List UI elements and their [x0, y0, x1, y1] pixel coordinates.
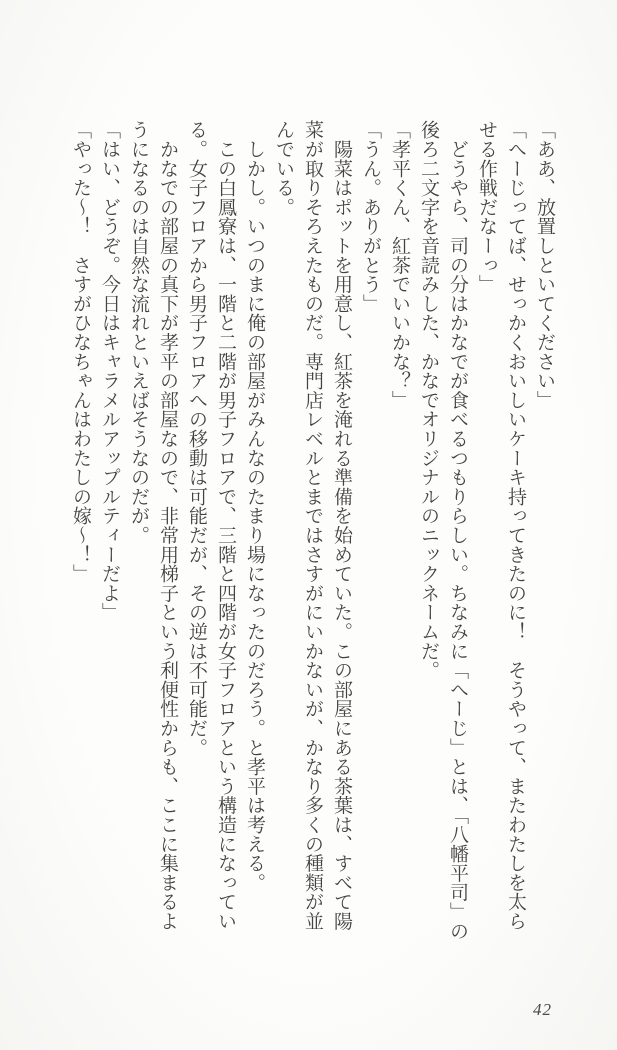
text-line: この白鳳寮は、一階と二階が男子フロアで、三階と四階が女子フロアという構造になってい	[215, 120, 236, 931]
text-line: 後ろ二文字を音読みした、かなでオリジナルのニックネームだ。	[418, 120, 439, 680]
text-line: 「やった〜！ さすがひなちゃんはわたしの嫁〜！」	[70, 120, 91, 584]
text-line: どうやら、司の分はかなでが食べるつもりらしい。ちなみに「へーじ」とは、「八幡平司」の	[447, 120, 468, 941]
text-line: しかし。いつのまに俺の部屋がみんなのたまり場になったのだろう。と孝平は考える。	[244, 120, 265, 892]
page-text-block	[66, 120, 559, 952]
text-line: 菜が取りそろえたものだ。専門店レベルとまではさすがにいかないが、かなり多くの種類が並	[302, 120, 323, 931]
text-line: うになるのは自然な流れといえばそうなのだが。	[128, 120, 149, 545]
text-line: 「はい、どうぞ。今日はキャラメルアップルティーだよ」	[99, 120, 120, 622]
text-line: 「うん。ありがとう」	[360, 120, 381, 313]
text-line: かなでの部屋の真下が孝平の部屋なので、非常用梯子という利便性からも、ここに集まるよ	[157, 120, 178, 931]
text-line: 陽菜はポットを用意し、紅茶を淹れる準備を始めていた。この部屋にある茶葉は、すべて陽	[331, 120, 352, 931]
text-line: る。女子フロアから男子フロアへの移動は可能だが、その逆は不可能だ。	[186, 120, 207, 757]
text-line: んでいる。	[273, 120, 294, 217]
text-line: せる作戦だなーっ」	[476, 120, 497, 294]
text-line: 「孝平くん、紅茶でいいかな？」	[389, 120, 410, 410]
page-number: 42	[533, 1000, 552, 1019]
text-line: 「へーじってば、せっかくおいしいケーキ持ってきたのに！ そうやって、またわたしを太ら	[505, 120, 526, 931]
text-line: 「ああ、放置しといてください」	[534, 120, 555, 410]
